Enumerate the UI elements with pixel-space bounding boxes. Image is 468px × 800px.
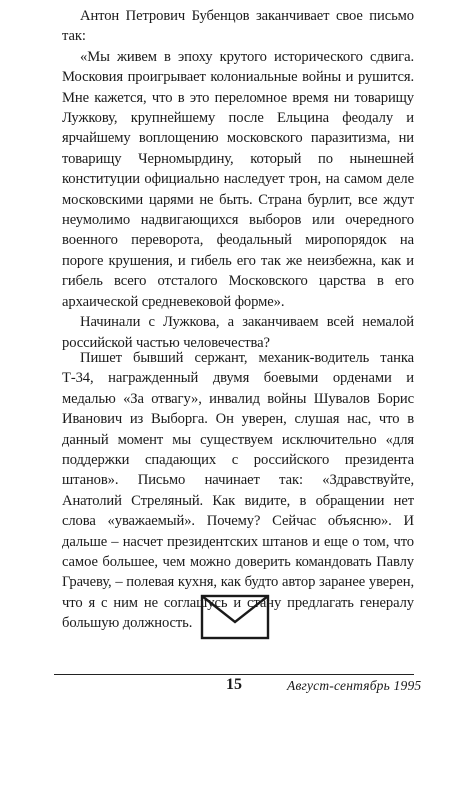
paragraph-intro: Антон Петрович Бубенцов заканчивает свое письмо так: [62, 8, 414, 45]
page-number: 15 [226, 676, 242, 693]
letter-excerpt-bubentsov [62, 6, 414, 353]
footer-divider [54, 674, 414, 675]
paragraph-response: Начинали с Лужкова, а заканчиваем всей немалой российской частью человечества? [62, 314, 414, 351]
issue-date: Август-сентябрь 1995 [287, 678, 422, 693]
envelope-icon [200, 594, 270, 640]
paragraph-shuvalov: Пишет бывший сержант, механик-водитель танка Т-34, награжденный двумя боевыми орденами и медалью «За отвагу», инвалид войны Шувалов Борис Иванович из Выборга. Он уверен, слушая нас, что в данный момент мы существуем исключительно «для поддержки спадающих с российского президента штанов». Письмо начинает так: «Здравствуйте, Анатолий Стреляный. Как видите, в обращении нет слова «уважаемый». Почему? Сейчас объясню». И дальше – насчет президентских штанов и еще о том, что самое большее, чем можно доверить командовать Павлу Грачеву, – полевая кухня, как будто автор заранее уверен, что я с ним не соглашусь и стану предлагать генералу большую должность. [62, 350, 414, 632]
paragraph-quote: «Мы живем в эпоху крутого исторического сдвига. Московия проигрывает колониальные войны и рушится. Мне кажется, что в это переломное время ни товарищу Лужкову, крупнейшему после Ельцина феодалу и ярчайшему воплощению московского паразитизма, ни товарищу Черномырдину, который по нынешней конституции официально наследует трон, на самом деле московскими царями не быть. Страна бурлит, все ждут неумолимо надвигающихся выборов или очередного военного переворота, феодальный миропорядок на пороге крушения, и гибель его так же неизбежна, как и гибель всего отсталого Московского царства в его архаической средневековой форме». [62, 48, 414, 310]
letter-excerpt-shuvalov [62, 348, 414, 634]
